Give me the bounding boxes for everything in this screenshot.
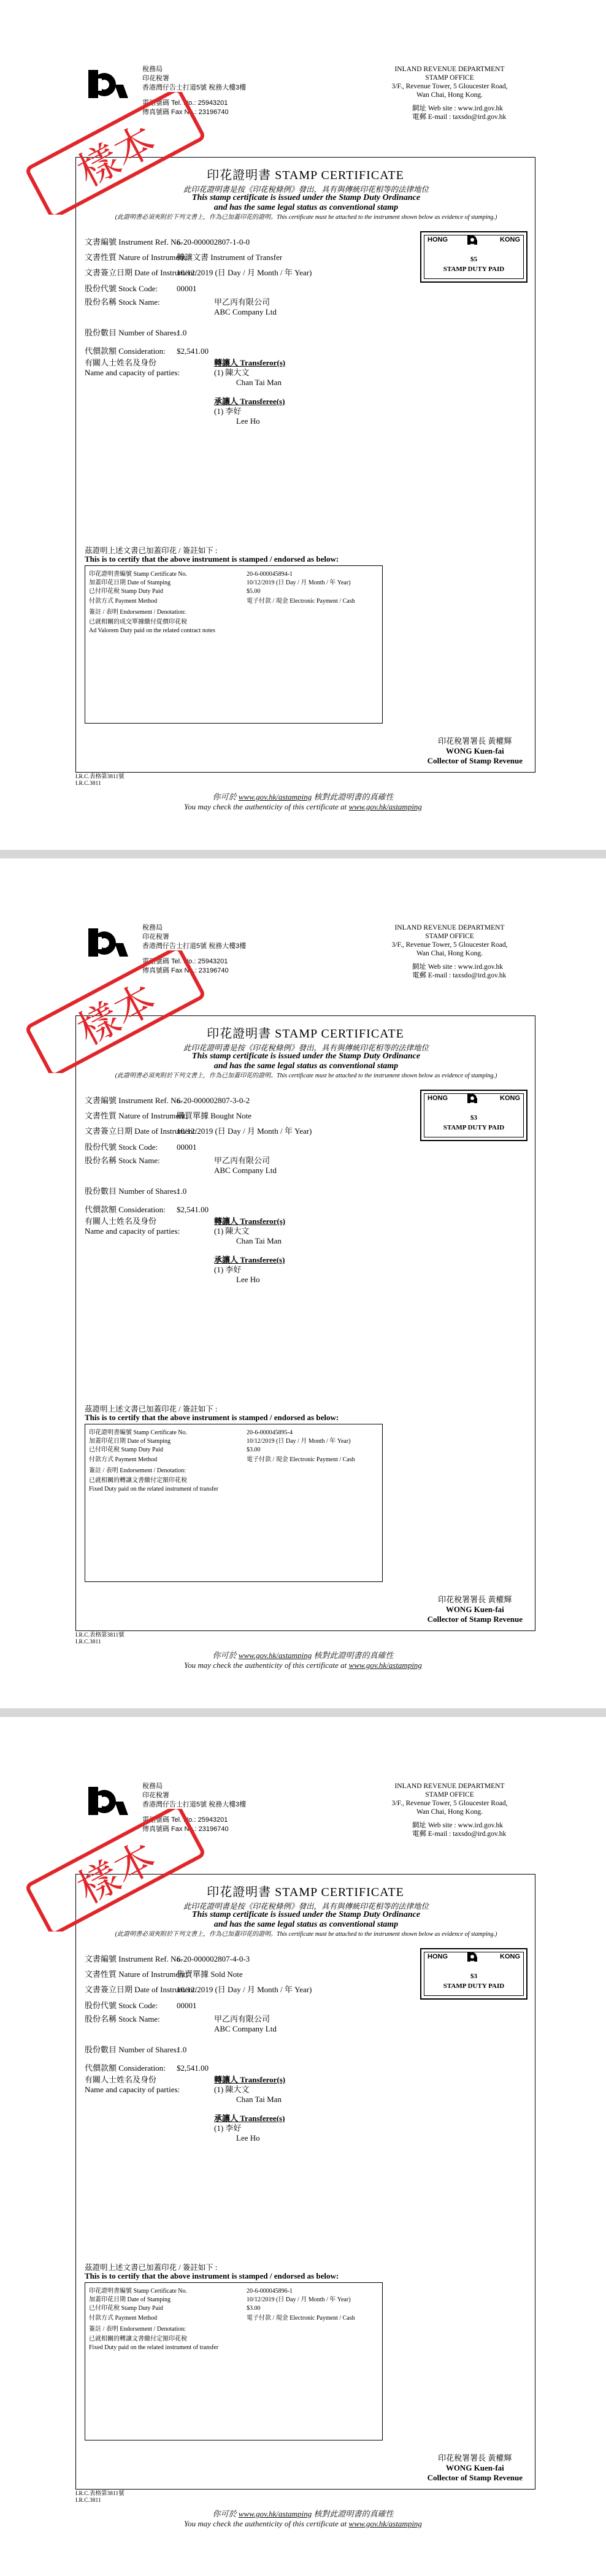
collector-signature: 印花稅署署長 黃權輝 WONG Kuen-fai Collector of Stamp Revenue: [427, 1595, 523, 1624]
transferor-block: 轉讓人 Transferor(s) (1) 陳大文 Chan Tai Man: [214, 1217, 286, 1245]
certificate-page-3: [0, 1717, 606, 2567]
shares-row: 股份數目 Number of Shares:1.0: [85, 2045, 187, 2054]
ird-mini-logo-icon: [466, 1092, 481, 1104]
form-number: I.R.C.表格第3811號 I.R.C.3811: [75, 774, 125, 787]
transferee-block: 承讓人 Transferee(s) (1) 李好 Lee Ho: [214, 397, 285, 426]
stamp-duty-paid-seal: HONG KONG $3 STAMP DUTY PAID: [420, 1090, 527, 1141]
certificate-page-2: [0, 858, 606, 1708]
ird-logo-icon: [80, 1783, 140, 1817]
stock-code-row: 股份代號 Stock Code: 00001: [85, 284, 197, 293]
consideration-row: 代價款額 Consideration: $2,541.00: [85, 346, 209, 356]
office-header-cn: 稅務局 印花稅署 香港灣仔告士打道5號 稅務大樓3樓 電話號碼 Tel. No.: 25943201 傳真號碼 Fax No.: 23196740: [142, 924, 247, 974]
certificate-title: 印花證明書 STAMP CERTIFICATE: [207, 1027, 404, 1041]
instrument-date-row: 文書簽立日期 Date of Instrument:10/12/2019 (日 Day / 月 Month / 年 Year): [85, 268, 312, 277]
shares-row: 股份數目 Number of Shares:1.0: [85, 328, 187, 337]
stamp-certificate: 印花證明書 STAMP CERTIFICATE 此印花證明書是按《印花稅條例》發出，具有與傳統印花相等的法律地位 This stamp certificate is issued under the Stamp Duty Ordinance and has the same legal status as conventional stamp (此證明書必須夾附於下列文書上，作為已加蓋印花的證明。This certificate must be attached to the instrument shown below as evidence of stamping.) HONG KONG $5 STAMP DUTY PAID 文書編號 Instrument Ref. No.6-20-000002807-1-0-0 文書性質 Nature of Instrument:轉讓文書 Instrument of Transfer 文書簽立日期 Date of Instrument:10/12/2019 (日 Day / 月 Month / 年 Year) 股份代號 Stock Code: 00001 股份名稱 Stock Name: 甲乙丙有限公司 ABC Company Ltd 股份數目 Number of Shares:1.0 代價款額 Consideration: $2,541.00 有關人士姓名及身份 Name and capacity of parties: 轉讓人 Transferor(s) (1) 陳大文 Chan Tai Man 承讓人 Transferee(s) (1) 李好 Lee Ho 茲證明上述文書已加蓋印花 / 簽註如下 : This is to certify that the above instrument is stamped / endorsed as below: 印花證明書編號 Stamp Certificate No. 20-6-000045894-1 加蓋印花日期 Date of Stamping 10/12/2019 (日 Day / 月 Month / 年 Year) 已付印花稅 Stamp Duty Paid $5.00 付款方式 Payment Method 電子付款 / 現金 Electronic Payment / Cash 簽註 / 表明 Endorsement / Denotation: 已就相關的成交單據繳付從價印花稅 Ad Valorem Duty paid on the related contract notes 印花稅署署長 黃權輝 WONG Kuen-fai Collector of Stamp Revenue: [75, 157, 535, 773]
certificate-title: 印花證明書 STAMP CERTIFICATE: [207, 169, 404, 182]
transferee-block: 承讓人 Transferee(s) (1) 李好 Lee Ho: [214, 2114, 285, 2142]
stock-name: 甲乙丙有限公司 ABC Company Ltd: [214, 2014, 277, 2033]
page-separator: [0, 1708, 606, 1717]
form-number: I.R.C.表格第3811號 I.R.C.3811: [75, 1632, 125, 1645]
instrument-ref-row: 文書編號 Instrument Ref. No.6-20-000002807-4-0-3: [85, 1954, 250, 1963]
office-header-cn: 稅務局 印花稅署 香港灣仔告士打道5號 稅務大樓3樓 電話號碼 Tel. No.: 25943201 傳真號碼 Fax No.: 23196740: [142, 66, 247, 116]
collector-signature: 印花稅署署長 黃權輝 WONG Kuen-fai Collector of Stamp Revenue: [427, 736, 523, 765]
svg-text:樣本: 樣本: [70, 116, 164, 196]
svg-text:樣本: 樣本: [70, 1833, 164, 1913]
certificate-title: 印花證明書 STAMP CERTIFICATE: [207, 1886, 404, 1899]
collector-signature: 印花稅署署長 黃權輝 WONG Kuen-fai Collector of Stamp Revenue: [427, 2453, 523, 2482]
instrument-date-row: 文書簽立日期 Date of Instrument:10/12/2019 (日 Day / 月 Month / 年 Year): [85, 1985, 312, 1994]
ird-logo-icon: [80, 925, 140, 959]
instrument-nature-row: 文書性質 Nature of Instrument:售賣單據 Sold Note: [85, 1970, 243, 1979]
stamping-details-box: 印花證明書編號 Stamp Certificate No. 20-6-000045895-4 加蓋印花日期 Date of Stamping 10/12/2019 (日 Day / 月 Month / 年 Year) 已付印花稅 Stamp Duty Paid $3.00 付款方式 Payment Method 電子付款 / 現金 Electronic Payment / Cash 簽註 / 表明 Endorsement / Denotation: 已就相關的轉讓文書繳付定額印花稅 Fixed Duty paid on the related instrument of transfer: [85, 1424, 383, 1582]
stock-name: 甲乙丙有限公司 ABC Company Ltd: [214, 297, 277, 316]
verify-link[interactable]: www.gov.hk/astamping: [238, 1651, 312, 1660]
page-separator: [0, 850, 606, 858]
instrument-nature-row: 文書性質 Nature of Instrument:轉讓文書 Instrument of Transfer: [85, 253, 283, 262]
stamp-certificate: 印花證明書 STAMP CERTIFICATE 此印花證明書是按《印花稅條例》發出，具有與傳統印花相等的法律地位 This stamp certificate is issued under the Stamp Duty Ordinance and has the same legal status as conventional stamp (此證明書必須夾附於下列文書上，作為已加蓋印花的證明。This certificate must be attached to the instrument shown below as evidence of stamping.) HONG KONG $3 STAMP DUTY PAID 文書編號 Instrument Ref. No.6-20-000002807-3-0-2 文書性質 Nature of Instrument:購買單據 Bought Note 文書簽立日期 Date of Instrument:10/12/2019 (日 Day / 月 Month / 年 Year) 股份代號 Stock Code: 00001 股份名稱 Stock Name: 甲乙丙有限公司 ABC Company Ltd 股份數目 Number of Shares:1.0 代價款額 Consideration: $2,541.00 有關人士姓名及身份 Name and capacity of parties: 轉讓人 Transferor(s) (1) 陳大文 Chan Tai Man 承讓人 Transferee(s) (1) 李好 Lee Ho 茲證明上述文書已加蓋印花 / 簽註如下 : This is to certify that the above instrument is stamped / endorsed as below: 印花證明書編號 Stamp Certificate No. 20-6-000045895-4 加蓋印花日期 Date of Stamping 10/12/2019 (日 Day / 月 Month / 年 Year) 已付印花稅 Stamp Duty Paid $3.00 付款方式 Payment Method 電子付款 / 現金 Electronic Payment / Cash 簽註 / 表明 Endorsement / Denotation: 已就相關的轉讓文書繳付定額印花稅 Fixed Duty paid on the related instrument of transfer 印花稅署署長 黃權輝 WONG Kuen-fai Collector of Stamp Revenue: [75, 1015, 535, 1631]
instrument-nature-row: 文書性質 Nature of Instrument:購買單據 Bought Note: [85, 1111, 252, 1120]
consideration-row: 代價款額 Consideration: $2,541.00: [85, 1205, 209, 1214]
stamp-certificate: 印花證明書 STAMP CERTIFICATE 此印花證明書是按《印花稅條例》發出，具有與傳統印花相等的法律地位 This stamp certificate is issued under the Stamp Duty Ordinance and has the same legal status as conventional stamp (此證明書必須夾附於下列文書上，作為已加蓋印花的證明。This certificate must be attached to the instrument shown below as evidence of stamping.) HONG KONG $3 STAMP DUTY PAID 文書編號 Instrument Ref. No.6-20-000002807-4-0-3 文書性質 Nature of Instrument:售賣單據 Sold Note 文書簽立日期 Date of Instrument:10/12/2019 (日 Day / 月 Month / 年 Year) 股份代號 Stock Code: 00001 股份名稱 Stock Name: 甲乙丙有限公司 ABC Company Ltd 股份數目 Number of Shares:1.0 代價款額 Consideration: $2,541.00 有關人士姓名及身份 Name and capacity of parties: 轉讓人 Transferor(s) (1) 陳大文 Chan Tai Man 承讓人 Transferee(s) (1) 李好 Lee Ho 茲證明上述文書已加蓋印花 / 簽註如下 : This is to certify that the above instrument is stamped / endorsed as below: 印花證明書編號 Stamp Certificate No. 20-6-000045896-1 加蓋印花日期 Date of Stamping 10/12/2019 (日 Day / 月 Month / 年 Year) 已付印花稅 Stamp Duty Paid $3.00 付款方式 Payment Method 電子付款 / 現金 Electronic Payment / Cash 簽註 / 表明 Endorsement / Denotation: 已就相關的轉讓文書繳付定額印花稅 Fixed Duty paid on the related instrument of transfer 印花稅署署長 黃權輝 WONG Kuen-fai Collector of Stamp Revenue: [75, 1874, 535, 2490]
verify-link[interactable]: www.gov.hk/astamping: [238, 2509, 312, 2518]
office-header-en: INLAND REVENUE DEPARTMENT STAMP OFFICE 3/F., Revenue Tower, 5 Gloucester Road, Wan Chai, Hong Kong. 網址 Web site : www.ird.gov.hk 電郵 E-mail : taxsdo@ird.gov.hk: [391, 66, 508, 121]
shares-row: 股份數目 Number of Shares:1.0: [85, 1187, 187, 1196]
stamping-details-box: 印花證明書編號 Stamp Certificate No. 20-6-000045896-1 加蓋印花日期 Date of Stamping 10/12/2019 (日 Day / 月 Month / 年 Year) 已付印花稅 Stamp Duty Paid $3.00 付款方式 Payment Method 電子付款 / 現金 Electronic Payment / Cash 簽註 / 表明 Endorsement / Denotation: 已就相關的轉讓文書繳付定額印花稅 Fixed Duty paid on the related instrument of transfer: [85, 2282, 383, 2440]
verification-note: 你可於 www.gov.hk/astamping 核對此證明書的真確性 You may check the authenticity of this certificate at www.gov.hk/astamping: [184, 2509, 422, 2528]
office-header-en: INLAND REVENUE DEPARTMENT STAMP OFFICE 3/F., Revenue Tower, 5 Gloucester Road, Wan Chai, Hong Kong. 網址 Web site : www.ird.gov.hk 電郵 E-mail : taxsdo@ird.gov.hk: [391, 924, 508, 979]
ird-logo-icon: [80, 66, 140, 101]
verify-link-en[interactable]: www.gov.hk/astamping: [348, 1661, 422, 1670]
stock-code-row: 股份代號 Stock Code: 00001: [85, 1142, 197, 1152]
office-header-cn: 稅務局 印花稅署 香港灣仔告士打道5號 稅務大樓3樓 電話號碼 Tel. No.: 25943201 傳真號碼 Fax No.: 23196740: [142, 1783, 247, 1833]
transferor-block: 轉讓人 Transferor(s) (1) 陳大文 Chan Tai Man: [214, 2075, 286, 2104]
instrument-ref-row: 文書編號 Instrument Ref. No.6-20-000002807-3-0-2: [85, 1096, 250, 1105]
stamp-duty-paid-seal: HONG KONG $5 STAMP DUTY PAID: [420, 231, 527, 283]
verify-link[interactable]: www.gov.hk/astamping: [238, 792, 312, 801]
verification-note: 你可於 www.gov.hk/astamping 核對此證明書的真確性 You may check the authenticity of this certificate at www.gov.hk/astamping: [184, 792, 422, 811]
verify-link-en[interactable]: www.gov.hk/astamping: [348, 802, 422, 811]
stock-code-row: 股份代號 Stock Code: 00001: [85, 2001, 197, 2010]
certificate-page-1: [0, 0, 606, 850]
consideration-row: 代價款額 Consideration: $2,541.00: [85, 2063, 209, 2073]
verification-note: 你可於 www.gov.hk/astamping 核對此證明書的真確性 You may check the authenticity of this certificate at www.gov.hk/astamping: [184, 1651, 422, 1670]
transferee-block: 承讓人 Transferee(s) (1) 李好 Lee Ho: [214, 1255, 285, 1284]
stamping-details-box: 印花證明書編號 Stamp Certificate No. 20-6-000045894-1 加蓋印花日期 Date of Stamping 10/12/2019 (日 Day / 月 Month / 年 Year) 已付印花稅 Stamp Duty Paid $5.00 付款方式 Payment Method 電子付款 / 現金 Electronic Payment / Cash 簽註 / 表明 Endorsement / Denotation: 已就相關的成交單據繳付從價印花稅 Ad Valorem Duty paid on the related contract notes: [85, 565, 383, 724]
instrument-date-row: 文書簽立日期 Date of Instrument:10/12/2019 (日 Day / 月 Month / 年 Year): [85, 1126, 312, 1136]
svg-text:樣本: 樣本: [70, 974, 164, 1055]
ird-mini-logo-icon: [466, 234, 481, 246]
ird-mini-logo-icon: [466, 1951, 481, 1963]
verify-link-en[interactable]: www.gov.hk/astamping: [348, 2519, 422, 2528]
stamp-duty-paid-seal: HONG KONG $3 STAMP DUTY PAID: [420, 1948, 527, 2000]
stock-name: 甲乙丙有限公司 ABC Company Ltd: [214, 1156, 277, 1175]
instrument-ref-row: 文書編號 Instrument Ref. No.6-20-000002807-1-0-0: [85, 237, 250, 247]
office-header-en: INLAND REVENUE DEPARTMENT STAMP OFFICE 3/F., Revenue Tower, 5 Gloucester Road, Wan Chai, Hong Kong. 網址 Web site : www.ird.gov.hk 電郵 E-mail : taxsdo@ird.gov.hk: [391, 1783, 508, 1838]
form-number: I.R.C.表格第3811號 I.R.C.3811: [75, 2491, 125, 2504]
transferor-block: 轉讓人 Transferor(s) (1) 陳大文 Chan Tai Man: [214, 358, 286, 387]
